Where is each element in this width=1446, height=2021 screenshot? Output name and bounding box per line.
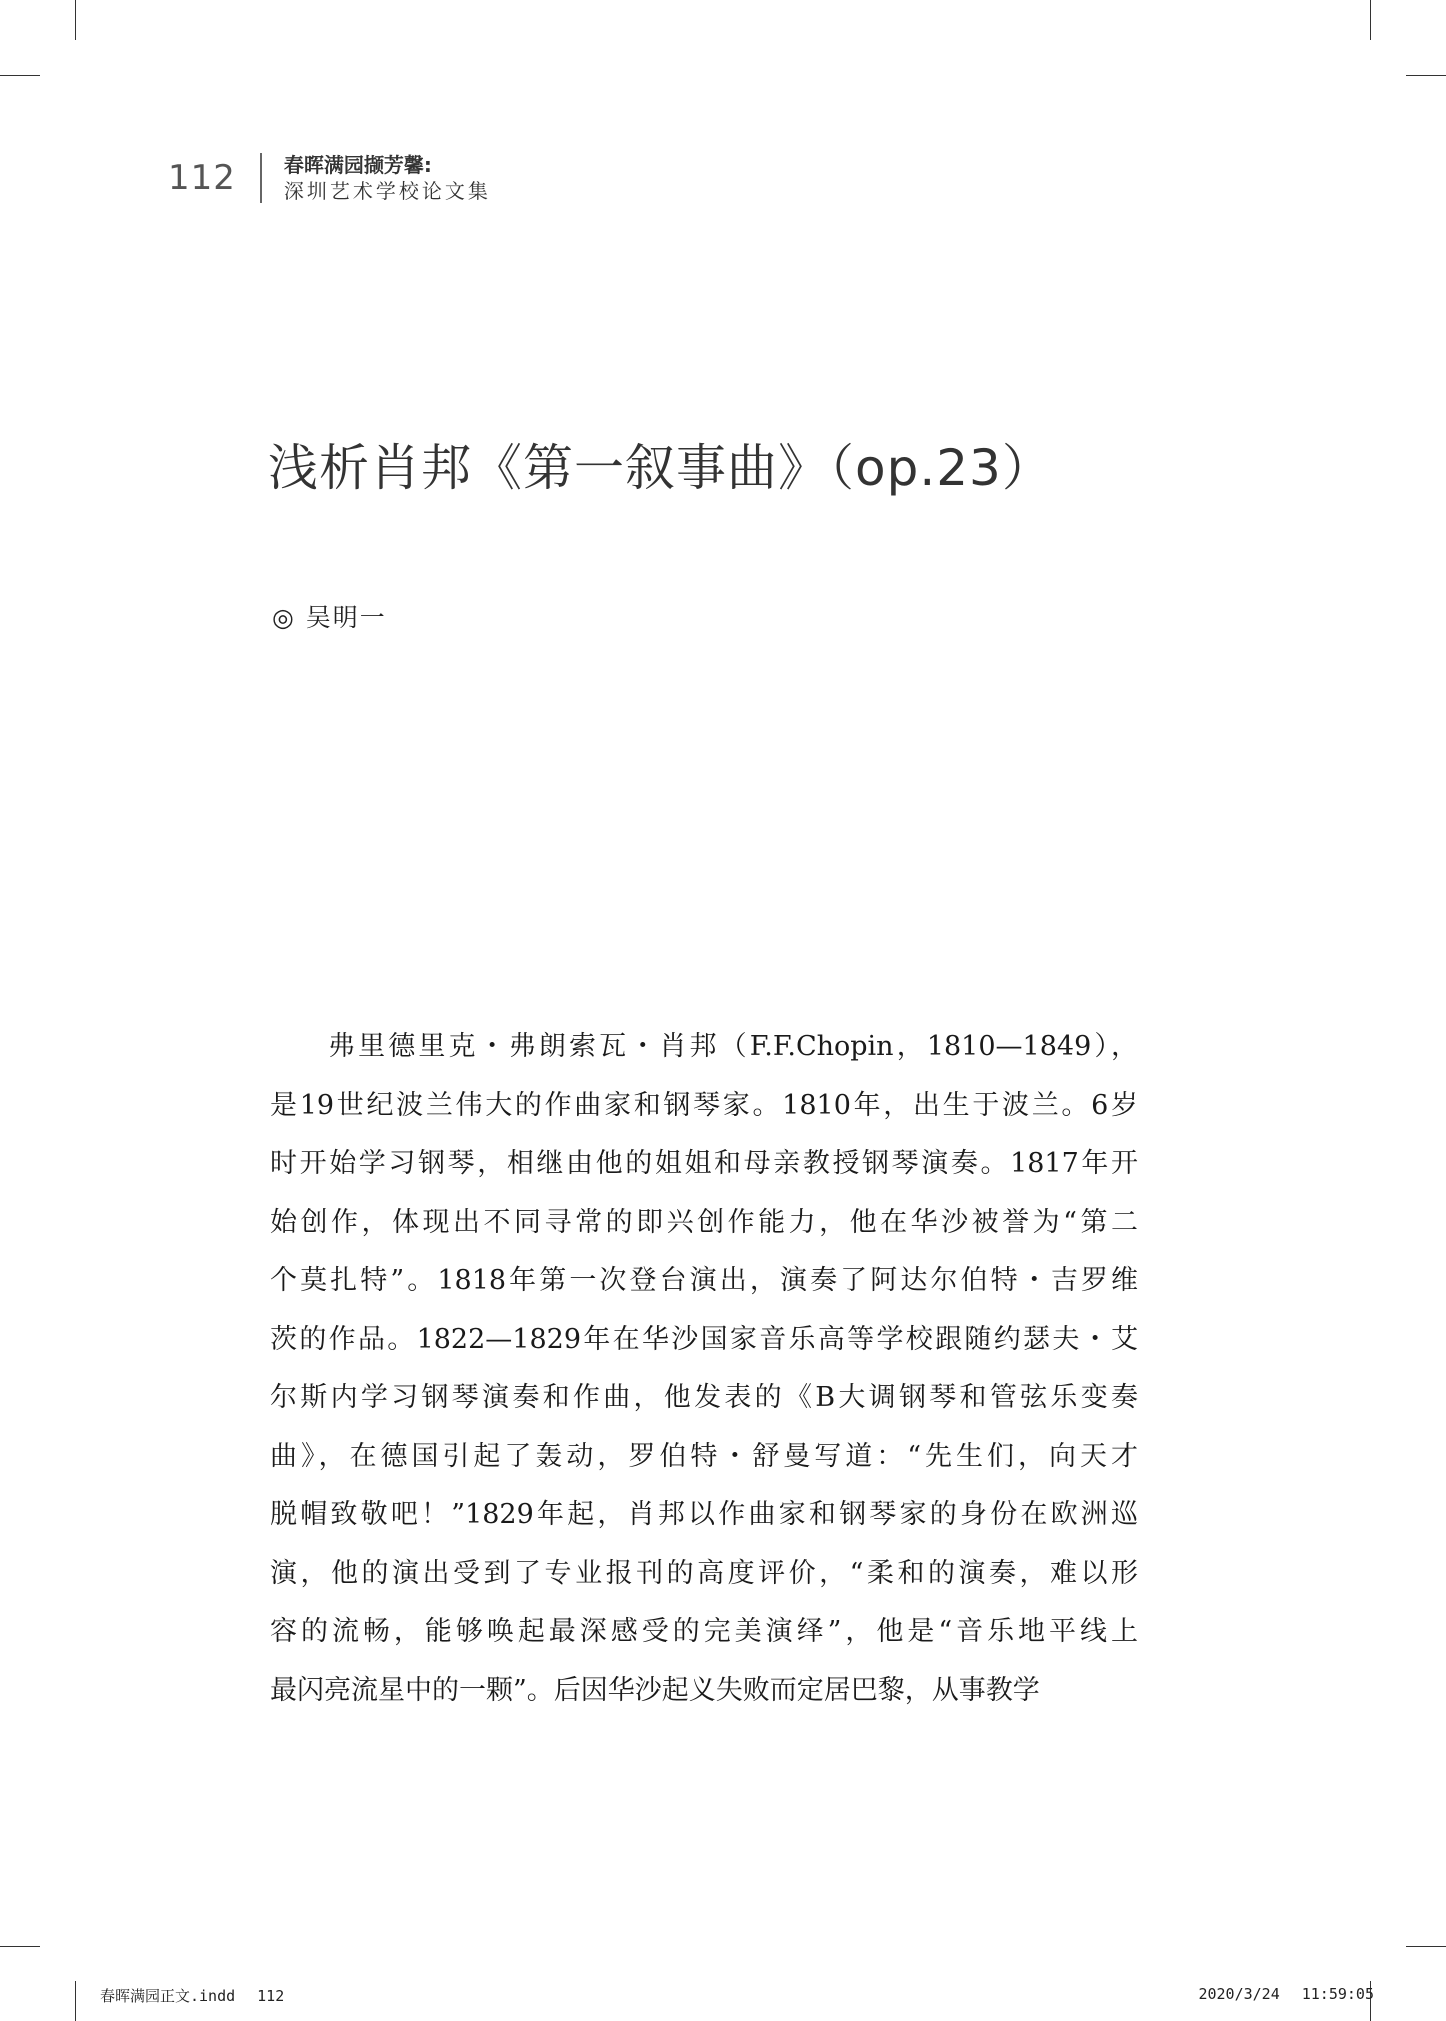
body-line: 尔斯内学习钢琴演奏和作曲，他发表的《B大调钢琴和管弦乐变奏 <box>270 1382 1138 1413</box>
crop-mark-top-right-h <box>1406 75 1446 76</box>
slug-time: 11:59:05 <box>1301 1985 1374 2003</box>
body-line: 演，他的演出受到了专业报刊的高度评价，“柔和的演奏，难以形 <box>270 1557 1138 1589</box>
body-line: 是19世纪波兰伟大的作曲家和钢琴家。1810年，出生于波兰。6岁 <box>270 1089 1138 1121</box>
book-subtitle: 深圳艺术学校论文集 <box>283 179 491 203</box>
crop-mark-bottom-left <box>75 1981 76 2021</box>
slug-date: 2020/3/24 <box>1198 1985 1280 2003</box>
body-line: 容的流畅，能够唤起最深感受的完美演绎”，他是“音乐地平线上 <box>270 1616 1138 1647</box>
body-line: 曲》，在德国引起了轰动，罗伯特・舒曼写道：“先生们，向天才 <box>270 1440 1138 1472</box>
slug-filename: 春晖满园正文.indd <box>100 1987 236 2005</box>
body-line: 最闪亮流星中的一颗”。后因华沙起义失败而定居巴黎，从事教学 <box>270 1674 1040 1706</box>
slug-timestamp <box>1198 1985 1374 2003</box>
article-title: 浅析肖邦《第一叙事曲》（op.23） <box>268 439 1053 497</box>
crop-mark-top-left-h <box>0 75 40 76</box>
slug-page-number: 112 <box>257 1987 285 2005</box>
crop-mark-top-right <box>1370 0 1371 40</box>
body-line: 个莫扎特”。1818年第一次登台演出，演奏了阿达尔伯特・吉罗维 <box>270 1265 1138 1296</box>
body-line: 脱帽致敬吧！”1829年起，肖邦以作曲家和钢琴家的身份在欧洲巡 <box>270 1499 1138 1530</box>
running-header <box>168 152 491 204</box>
body-line: 时开始学习钢琴，相继由他的姐姐和母亲教授钢琴演奏。1817年开 <box>270 1148 1138 1179</box>
slug-file-info <box>100 1985 284 2006</box>
crop-mark-bottom-right-h <box>1406 1946 1446 1947</box>
header-divider <box>260 153 262 203</box>
body-line: 始创作，体现出不同寻常的即兴创作能力，他在华沙被誉为“第二 <box>270 1206 1138 1238</box>
book-title: 春晖满园撷芳馨: <box>283 153 432 177</box>
body-line: 茨的作品。1822—1829年在华沙国家音乐高等学校跟随约瑟夫・艾 <box>270 1323 1138 1355</box>
body-line: 弗里德里克・弗朗索瓦・肖邦（F.F.Chopin，1810—1849）， <box>328 1031 1138 1062</box>
article-body <box>270 1018 1138 1720</box>
crop-mark-bottom-left-h <box>0 1946 40 1947</box>
author-byline: ◎ 吴明一 <box>272 603 387 632</box>
header-titles <box>284 152 491 204</box>
crop-mark-top-left <box>75 0 76 40</box>
page-number: 112 <box>168 158 236 198</box>
